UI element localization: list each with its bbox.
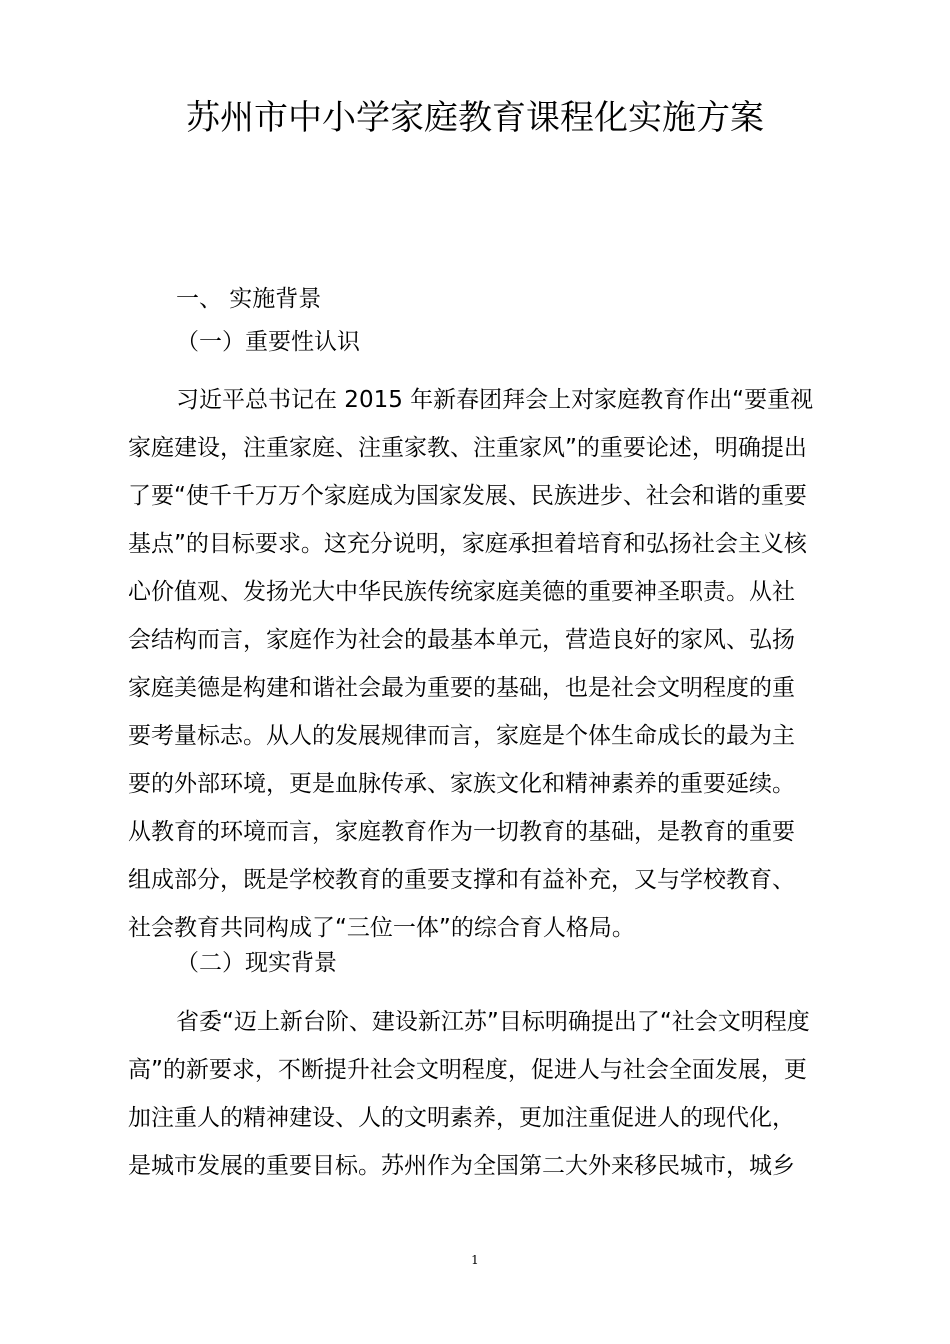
paragraph-line: 加注重人的精神建设、人的文明素养，更加注重促进人的现代化， (128, 1105, 795, 1131)
paragraph-line: 家庭美德是构建和谐社会最为重要的基础，也是社会文明程度的重 (128, 675, 795, 701)
paragraph-line: 社会教育共同构成了“三位一体”的综合育人格局。 (128, 915, 635, 941)
paragraph-line: 高”的新要求，不断提升社会文明程度，促进人与社会全面发展，更 (128, 1057, 807, 1083)
subsection-heading-reality: （二）现实背景 (176, 950, 337, 976)
paragraph-line: 心价值观、发扬光大中华民族传统家庭美德的重要神圣职责。从社 (128, 579, 795, 605)
paragraph-line: 家庭建设，注重家庭、注重家教、注重家风”的重要论述，明确提出 (128, 435, 807, 461)
paragraph-line: 了要“使千千万万个家庭成为国家发展、民族进步、社会和谐的重要 (128, 483, 807, 509)
paragraph-importance (128, 376, 833, 952)
paragraph-line: 要考量标志。从人的发展规律而言，家庭是个体生命成长的最为主 (128, 723, 795, 749)
paragraph-line: 组成部分，既是学校教育的重要支撑和有益补充，又与学校教育、 (128, 867, 795, 893)
subsection-heading-importance: （一）重要性认识 (176, 329, 360, 355)
paragraph-line: 习近平总书记在 2015 年新春团拜会上对家庭教育作出“要重视 (176, 387, 814, 413)
paragraph-line: 基点”的目标要求。这充分说明，家庭承担着培育和弘扬社会主义核 (128, 531, 807, 557)
paragraph-line: 要的外部环境，更是血脉传承、家族文化和精神素养的重要延续。 (128, 771, 795, 797)
paragraph-line: 从教育的环境而言，家庭教育作为一切教育的基础，是教育的重要 (128, 819, 795, 845)
section-heading-background: 一、 实施背景 (176, 286, 322, 312)
document-title: 苏州市中小学家庭教育课程化实施方案 (186, 98, 764, 138)
paragraph-line: 省委“迈上新台阶、建设新江苏”目标明确提出了“社会文明程度 (176, 1009, 810, 1035)
paragraph-line: 会结构而言，家庭作为社会的最基本单元，营造良好的家风、弘扬 (128, 627, 795, 653)
paragraph-line: 是城市发展的重要目标。苏州作为全国第二大外来移民城市，城乡 (128, 1153, 795, 1179)
paragraph-reality (128, 998, 833, 1190)
page-number: 1 (471, 1253, 479, 1267)
